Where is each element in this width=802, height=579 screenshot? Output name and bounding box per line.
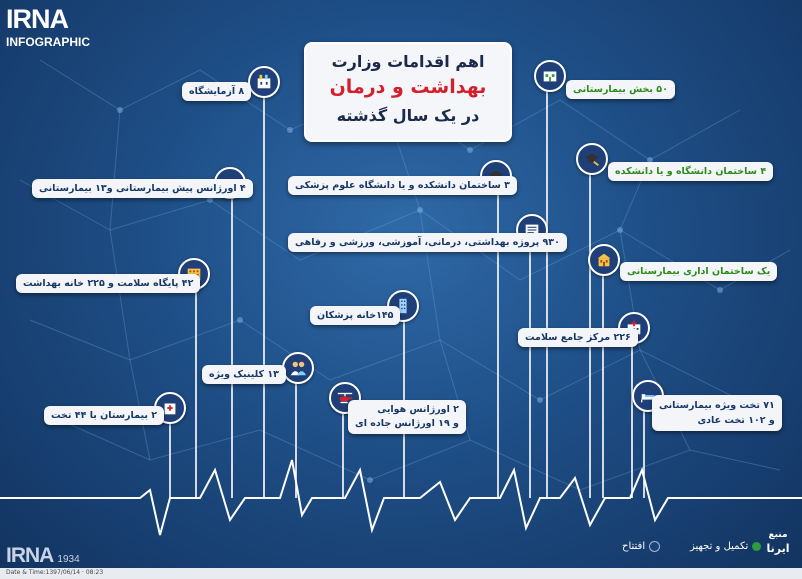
faculty-card: ۳ ساختمان دانشکده و یا دانشگاه علوم پزشکی: [288, 176, 517, 195]
air-emergency-line-2: و ۱۹ اورژانس جاده ای: [355, 418, 459, 429]
legend-green-label: تکمیل و تجهیز: [690, 541, 749, 552]
air-emergency-card: [348, 400, 466, 434]
footer-year: 1934: [57, 554, 80, 565]
wards-card: ۵۰ بخش بیمارستانی: [566, 80, 675, 99]
green-faculty-card: ۴ ساختمان دانشگاه و یا دانشکده: [608, 162, 773, 181]
footer-logo-text: IRNA: [6, 544, 53, 567]
logo-text: IRNA: [6, 4, 68, 34]
beds-line-2: و ۱۰۲ تخت عادی: [697, 415, 775, 426]
ward-icon: [534, 60, 566, 92]
legend-blue: [622, 541, 660, 552]
source: [758, 530, 798, 555]
graduation-icon: [576, 143, 608, 175]
logo-subtitle: INFOGRAPHIC: [6, 35, 90, 49]
ambulance-card: ۴ اورژانس پیش بیمارستانی و۱۳ بیمارستانی: [32, 179, 253, 198]
irna-logo: [6, 6, 90, 49]
doctors-icon: [282, 352, 314, 384]
blue-dot-icon: [649, 541, 660, 552]
beds-card: [652, 395, 782, 431]
title-card: [304, 42, 512, 142]
projects-card: ۹۳۰ پروژه بهداشتی، درمانی، آموزشی، ورزشی و رفاهی: [288, 233, 567, 252]
health-bases-card: ۴۲ پایگاه سلامت و ۲۲۵ خانه بهداشت: [16, 274, 200, 293]
admin-building-icon: [588, 244, 620, 276]
irna-footer-logo: [6, 544, 80, 568]
admin-card: یک ساختمان اداری بیمارستانی: [620, 262, 777, 281]
footer-meta: Date & Time:1397/06/14 · 08:23: [6, 569, 104, 576]
hospitals-card: ۲ بیمارستان با ۴۴ تخت: [44, 406, 164, 425]
source-name: ایرنا: [766, 542, 790, 555]
house-physician-card: ۱۴۵خانه پزشکان: [310, 306, 400, 325]
source-label: منبع: [768, 530, 788, 540]
air-emergency-line-1: ۲ اورژانس هوایی: [377, 404, 459, 415]
footer-bar: [0, 568, 802, 579]
title-line-2: بهداشت و درمان: [329, 76, 487, 98]
health-centers-card: ۲۲۶ مرکز جامع سلامت: [518, 328, 638, 347]
clinics-card: ۱۳ کلینیک ویژه: [202, 365, 286, 384]
legend-green: [690, 541, 761, 552]
title-line-3: در یک سال گذشته: [336, 106, 480, 125]
beds-line-1: ۷۱ تخت ویژه بیمارستانی: [659, 400, 775, 411]
laboratory-icon: [248, 66, 280, 98]
legend-blue-label: افتتاح: [622, 541, 646, 552]
title-line-1: اهم اقدامات وزارت: [331, 52, 485, 71]
labs-card: ۸ آزمایشگاه: [182, 82, 251, 101]
